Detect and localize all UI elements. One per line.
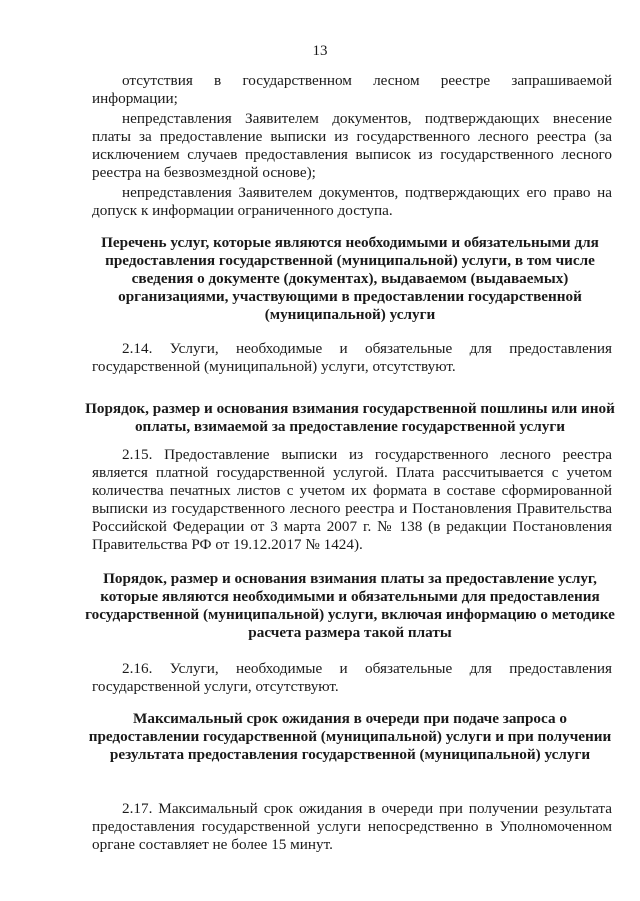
paragraph-2-17: 2.17. Максимальный срок ожидания в очереди при получении результата предоставления государственной услуги непосредственно в Уполномоченном органе составляет не более 15 минут. [92, 800, 612, 853]
paragraph-refusal-reason-absence: отсутствия в государственном лесном реестре запрашиваемой информации; [92, 72, 612, 107]
section-heading-fee-for-required-services: Порядок, размер и основания взимания платы за предоставление услуг, которые являются необходимыми и обязательными для предоставления государственной (муниципальной) услуги, включая информацию о методике расчета размера такой платы [85, 570, 615, 641]
paragraph-refusal-reason-payment: непредставления Заявителем документов, подтверждающих внесение платы за предоставление выписки из государственного лесного реестра (за исключением случаев предоставления выписок из государственного лесного реестра на безвозмездной основе); [92, 110, 612, 181]
page-number: 13 [312, 43, 328, 59]
paragraph-refusal-reason-access: непредставления Заявителем документов, подтверждающих его право на допуск к информации ограниченного доступа. [92, 184, 612, 219]
section-heading-required-services: Перечень услуг, которые являются необходимыми и обязательными для предоставления государственной (муниципальной) услуги, в том числе сведения о документе (документах), выдаваемом (выдаваемых) организациями, участвующими в предоставлении государственной (муниципальной) услуги [101, 234, 599, 323]
paragraph-2-14: 2.14. Услуги, необходимые и обязательные для предоставления государственной (муниципальной) услуги, отсутствуют. [92, 340, 612, 375]
section-heading-state-fee: Порядок, размер и основания взимания государственной пошлины или иной оплаты, взимаемой за предоставление государственной услуги [85, 400, 615, 435]
section-heading-max-wait-time: Максимальный срок ожидания в очереди при подаче запроса о предоставлении государственной (муниципальной) услуги и при получении результата предоставления государственной (муниципальной) услуги [88, 710, 612, 763]
paragraph-2-16: 2.16. Услуги, необходимые и обязательные для предоставления государственной услуги, отсутствуют. [92, 660, 612, 695]
paragraph-2-15: 2.15. Предоставление выписки из государственного лесного реестра является платной государственной услугой. Плата рассчитывается с учетом количества печатных листов с учетом их формата в составе сформированной выписки из государственного лесного реестра и Постановления Правительства Российской Федерации от 3 марта 2007 г. № 138 (в редакции Постановления Правительства РФ от 19.12.2017 № 1424). [92, 446, 612, 553]
